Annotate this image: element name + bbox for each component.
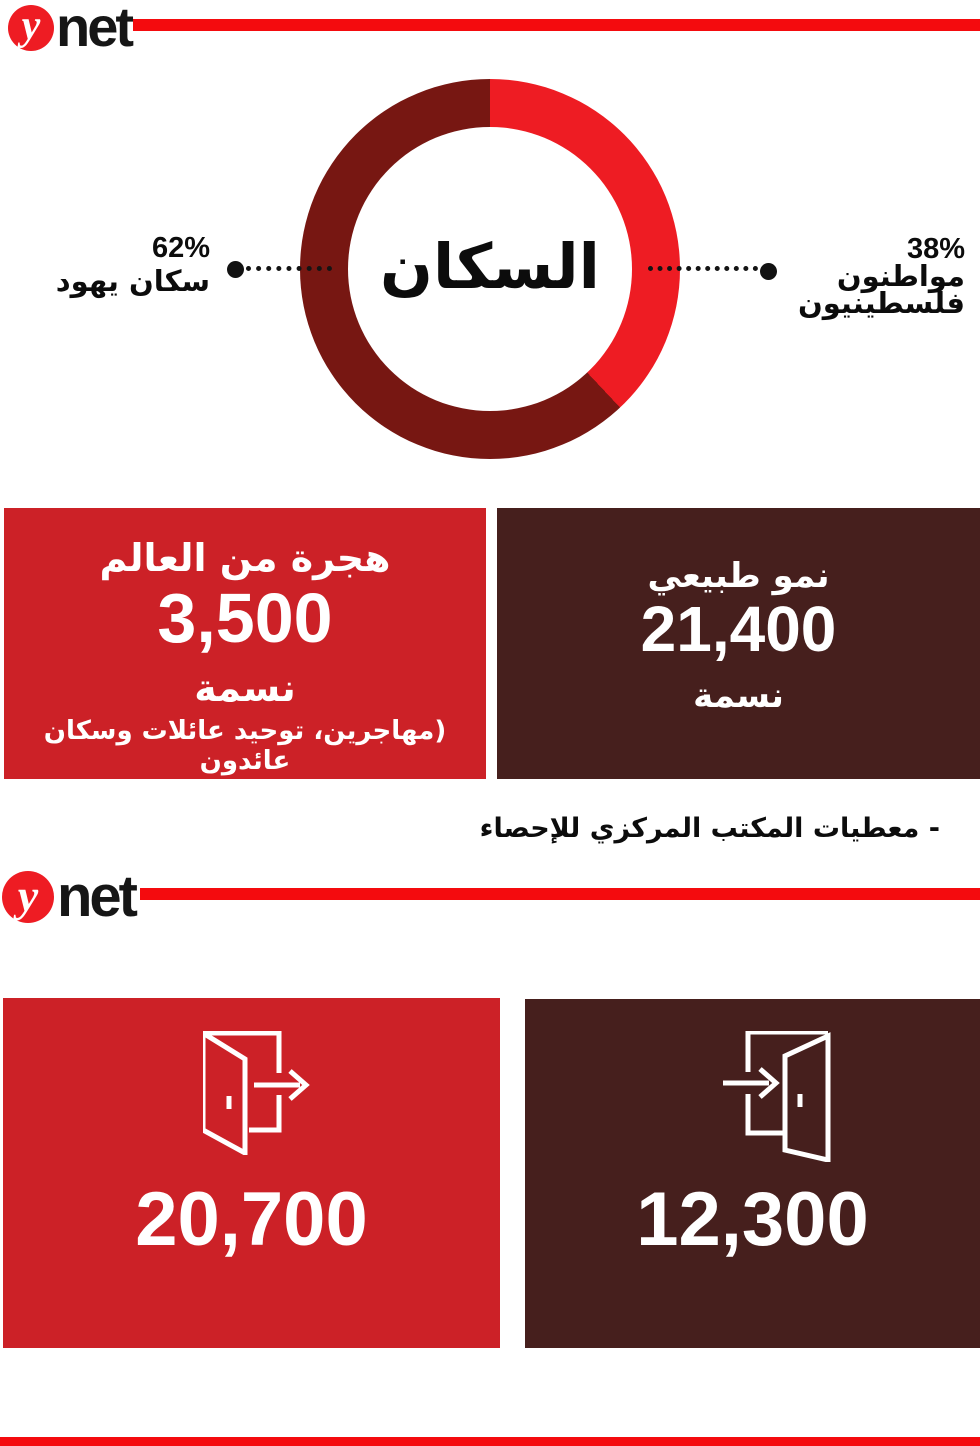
footer-bar	[0, 1437, 980, 1446]
source-note: - معطيات المكتب المركزي للإحصاء	[479, 813, 940, 844]
emigration-value: 20,700	[135, 1177, 368, 1262]
natural-growth-unit: نسمة	[693, 676, 784, 716]
ynet-logo-icon	[2, 871, 54, 923]
header-rule	[140, 888, 980, 900]
callout-left	[30, 232, 210, 298]
callout-dot-right	[760, 263, 777, 280]
immigration-value: 3,500	[157, 579, 333, 657]
ynet-logo-icon	[8, 5, 54, 51]
ynet-header-middle	[0, 860, 980, 930]
callout-line-right	[648, 266, 758, 271]
natural-growth-title: نمو طبيعي	[647, 556, 830, 596]
callout-dot-left	[227, 261, 244, 278]
immigration-note: (مهاجرين، توحيد عائلات وسكان عائدون	[43, 716, 447, 776]
emigration-box	[3, 998, 500, 1348]
immigration-unit: نسمة	[194, 666, 296, 710]
callout-right-label-line2: فلسطينيون	[797, 286, 965, 320]
entry-value: 12,300	[636, 1177, 869, 1262]
immigration-title: هجرة من العالم	[99, 536, 391, 580]
callout-right-label-line1: مواطنون	[836, 259, 965, 293]
callout-line-left	[246, 266, 332, 271]
callout-right	[788, 233, 965, 320]
chart-title: السكان	[380, 230, 600, 303]
ynet-logo-y: y	[17, 869, 39, 921]
callout-left-percent: 62%	[151, 232, 210, 264]
immigration-stat-box	[4, 508, 486, 779]
ynet-header-top	[0, 0, 980, 60]
natural-growth-value: 21,400	[640, 593, 837, 665]
ynet-logo-net: net	[57, 864, 135, 929]
entry-box	[525, 999, 980, 1348]
callout-left-label: سكان يهود	[55, 264, 210, 298]
ynet-logo-net: net	[56, 0, 131, 58]
callout-right-percent: 38%	[906, 233, 965, 265]
natural-growth-stat-box	[497, 508, 980, 779]
ynet-logo-y: y	[21, 3, 41, 49]
door-enter-icon	[718, 1031, 831, 1162]
header-rule	[133, 19, 980, 31]
door-exit-icon	[203, 1031, 311, 1155]
